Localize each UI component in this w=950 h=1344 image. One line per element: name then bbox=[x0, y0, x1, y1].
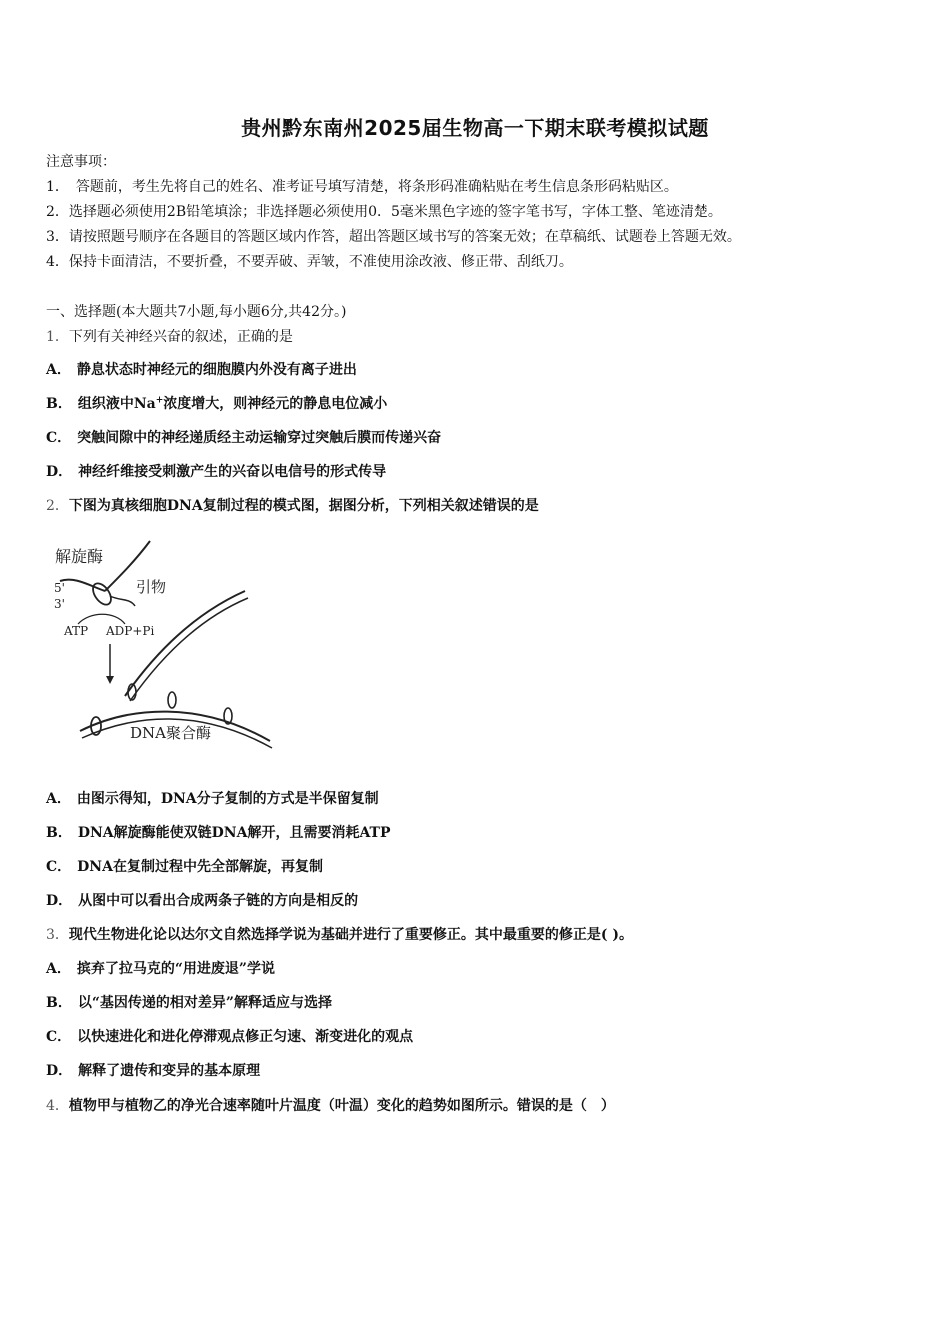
option-label: A． bbox=[46, 362, 71, 378]
question-number: 1． bbox=[46, 329, 69, 345]
figure-label-primer: 引物 bbox=[136, 578, 167, 596]
q2-option-d bbox=[46, 891, 358, 911]
option-text: 从图中可以看出合成两条子链的方向是相反的 bbox=[78, 893, 359, 909]
question-stem: 现代生物进化论以达尔文自然选择学说为基础并进行了重要修正。其中最重要的修正是( )。 bbox=[68, 927, 634, 943]
figure-label-atp: ATP bbox=[64, 624, 89, 638]
q2-option-c bbox=[46, 857, 323, 877]
q1-option-d bbox=[46, 462, 386, 482]
option-label: A． bbox=[46, 961, 71, 977]
question-stem: 植物甲与植物乙的净光合速率随叶片温度（叶温）变化的趋势如图所示。错误的是（ ） bbox=[68, 1098, 615, 1114]
question-number: 2． bbox=[46, 498, 69, 514]
notice-heading: 注意事项： bbox=[46, 154, 116, 170]
parent-strand-left bbox=[60, 580, 105, 591]
question-number: 4． bbox=[46, 1098, 69, 1114]
figure-label-adp: ADP+Pi bbox=[106, 624, 155, 638]
figure-label-helicase: 解旋酶 bbox=[55, 547, 104, 566]
option-text: DNA在复制过程中先全部解旋，再复制 bbox=[77, 859, 323, 875]
option-text: 组织液中Na bbox=[77, 396, 156, 412]
figure-label-polymerase: DNA聚合酶 bbox=[130, 724, 211, 742]
option-label: C． bbox=[46, 1029, 72, 1045]
daughter-strand-upper bbox=[125, 591, 245, 696]
option-text: 解释了遗传和变异的基本原理 bbox=[78, 1063, 261, 1079]
question-1 bbox=[46, 327, 293, 347]
option-text-rest: 浓度增大，则神经元的静息电位减小 bbox=[163, 396, 388, 412]
q3-option-b bbox=[46, 993, 332, 1013]
dna-replication-figure bbox=[50, 536, 280, 751]
q3-option-c bbox=[46, 1027, 413, 1047]
q1-option-b bbox=[46, 394, 387, 414]
page-title: 贵州黔东南州2025届生物高一下期末联考模拟试题 bbox=[241, 116, 709, 140]
notice-item-3: 3．请按照题号顺序在各题目的答题区域内作答，超出答题区域书写的答案无效；在草稿纸、试题卷上答题无效。 bbox=[46, 229, 741, 245]
q3-option-d bbox=[46, 1061, 260, 1081]
notice-item-2: 2．选择题必须使用2B铅笔填涂；非选择题必须使用0．5毫米黑色字迹的签字笔书写，字体工整、笔迹清楚。 bbox=[46, 204, 722, 220]
primer-pointer bbox=[110, 596, 135, 606]
option-label: B． bbox=[46, 995, 72, 1011]
option-label: B． bbox=[46, 396, 72, 412]
option-label: D． bbox=[46, 893, 73, 909]
option-superscript: + bbox=[155, 395, 164, 406]
q2-option-a bbox=[46, 789, 379, 809]
option-text: 摈弃了拉马克的“用进废退”学说 bbox=[76, 961, 275, 977]
question-stem: 下图为真核细胞DNA复制过程的模式图，据图分析，下列相关叙述错误的是 bbox=[68, 498, 539, 514]
q3-option-a bbox=[46, 959, 275, 979]
figure-label-5prime: 5' bbox=[54, 581, 65, 595]
atp-hydrolysis-arc bbox=[78, 614, 125, 624]
option-text: 由图示得知，DNA分子复制的方式是半保留复制 bbox=[76, 791, 379, 807]
q1-option-c bbox=[46, 428, 441, 448]
q1-option-a bbox=[46, 360, 357, 380]
q2-option-b bbox=[46, 823, 391, 843]
daughter-strand-upper-inner bbox=[130, 598, 248, 701]
section-heading: 一、选择题(本大题共7小题,每小题6分,共42分。) bbox=[46, 304, 347, 320]
polymerase-shape-2 bbox=[168, 692, 176, 708]
option-label: B． bbox=[46, 825, 72, 841]
option-label: A． bbox=[46, 791, 71, 807]
option-text: 以“基因传递的相对差异”解释适应与选择 bbox=[77, 995, 332, 1011]
arrow-down-icon bbox=[106, 676, 114, 684]
option-label: D． bbox=[46, 464, 73, 480]
option-text: 静息状态时神经元的细胞膜内外没有离子进出 bbox=[76, 362, 357, 378]
figure-label-3prime: 3' bbox=[54, 597, 65, 611]
option-text: 以快速进化和进化停滞观点修正匀速、渐变进化的观点 bbox=[77, 1029, 414, 1045]
question-number: 3． bbox=[46, 927, 69, 943]
question-2 bbox=[46, 496, 539, 516]
question-stem: 下列有关神经兴奋的叙述，正确的是 bbox=[68, 329, 293, 345]
option-text: 突触间隙中的神经递质经主动运输穿过突触后膜而传递兴奋 bbox=[77, 430, 442, 446]
option-text: 神经纤维接受刺激产生的兴奋以电信号的形式传导 bbox=[78, 464, 387, 480]
notice-item-1: 1． 答题前，考生先将自己的姓名、准考证号填写清楚，将条形码准确粘贴在考生信息条形码粘贴区。 bbox=[46, 179, 678, 195]
option-label: D． bbox=[46, 1063, 73, 1079]
notice-item-4: 4．保持卡面清洁，不要折叠，不要弄破、弄皱，不准使用涂改液、修正带、刮纸刀。 bbox=[46, 254, 573, 270]
question-3 bbox=[46, 925, 633, 945]
option-label: C． bbox=[46, 859, 72, 875]
question-4 bbox=[46, 1096, 615, 1116]
option-label: C． bbox=[46, 430, 72, 446]
option-text: DNA解旋酶能使双链DNA解开，且需要消耗ATP bbox=[77, 825, 391, 841]
